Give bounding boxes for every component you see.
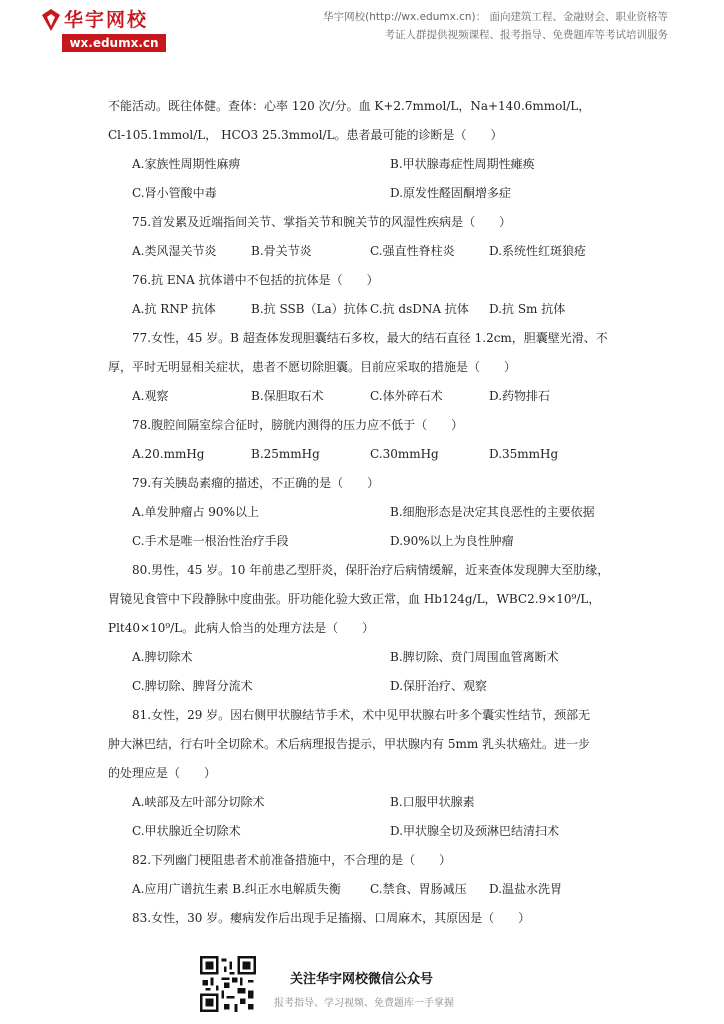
logo-chinese-text: 华宇网校 [64,9,149,31]
option-a: A.脾切除术 [132,650,193,664]
exam-content [108,92,608,933]
question-83-stem: 83.女性，30 岁。瘿病发作后出现手足搐搦、口周麻木，其原因是（ ） [132,911,531,925]
question-82-options [108,875,608,904]
option-d: D.35mmHg [489,447,559,461]
question-79-stem: 79.有关胰岛素瘤的描述，不正确的是（ ） [132,476,380,490]
question-77-stem-line-2: 厚，平时无明显相关症状，患者不愿切除胆囊。目前应采取的措施是（ ） [108,360,517,374]
option-d: D.甲状腺全切及颈淋巴结清扫术 [390,824,560,838]
question-79-options-row-1 [108,498,608,527]
question-77-options [108,382,608,411]
question-80-options-row-1 [108,643,608,672]
question-78-stem: 78.腹腔间隔室综合征时，膀胱内测得的压力应不低于（ ） [132,418,464,432]
question-74-stem-line-1: 不能活动。既往体健。查体：心率 120 次/分。血 K+2.7mmol/L，Na+140.6mmol/L， [108,99,591,113]
question-78-options [108,440,608,469]
option-a: A.20.mmHg [132,447,205,461]
option-c: C.强直性脊柱炎 [370,244,455,258]
footer-title: 关注华宇网校微信公众号 [290,972,434,987]
qr-code-icon [200,956,256,1012]
option-b: B.甲状腺毒症性周期性瘫痪 [390,157,535,171]
option-b: B.保胆取石术 [251,389,324,403]
option-c: C.体外碎石术 [370,389,443,403]
question-81-options-row-1 [108,788,608,817]
option-a: A.单发肿瘤占 90%以上 [132,505,259,519]
question-77-stem-line-1: 77.女性，45 岁。B 超查体发现胆囊结石多枚，最大的结石直径 1.2cm，胆囊壁光滑、不 [132,331,608,345]
question-80-stem-line-1: 80.男性，45 岁。10 年前患乙型肝炎，保肝治疗后病情缓解，近来查体发现脾大至肋缘， [132,563,610,577]
header-intro-line-1: 华宇网校(http://wx.edumx.cn)： 面向建筑工程、金融财会、职业资格等 [323,11,668,23]
question-82-stem: 82.下列幽门梗阻患者术前准备措施中，不合理的是（ ） [132,853,452,867]
logo-url-text: wx.edumx.cn [62,34,166,52]
header-intro-line-2: 考证人群提供视频课程、报考指导、免费题库等考试培训服务 [384,29,668,41]
option-b: B.25mmHg [251,447,320,461]
question-79-options-row-2 [108,527,608,556]
option-b: B.骨关节炎 [251,244,312,258]
option-d: D.90%以上为良性肿瘤 [390,534,514,548]
option-c: C.30mmHg [370,447,439,461]
option-a: A.峡部及左叶部分切除术 [132,795,265,809]
question-75-options [108,237,608,266]
option-c: C.脾切除、脾肾分流术 [132,679,253,693]
option-a: A.抗 RNP 抗体 [132,302,216,316]
question-81-stem-line-2: 肿大淋巴结，行右叶全切除术。术后病理报告提示，甲状腺内有 5mm 乳头状癌灶。进一步 [108,737,591,751]
option-b: B.细胞形态是决定其良恶性的主要依据 [390,505,595,519]
question-74-options-row-2 [108,179,608,208]
option-d: D.保肝治疗、观察 [390,679,488,693]
option-c: C.禁食、胃肠减压 [370,882,467,896]
option-c: C.手术是唯一根治性治疗手段 [132,534,289,548]
question-80-stem-line-2: 胃镜见食管中下段静脉中度曲张。肝功能化验大致正常，血 Hb124g/L，WBC2.9×10⁹/L， [108,592,601,606]
footer-subtitle: 报考指导、学习视频、免费题库一手掌握 [274,998,454,1009]
question-74-stem-line-2: Cl-105.1mmol/L， HCO3 25.3mmol/L。患者最可能的诊断是（ ） [108,128,503,142]
question-80-options-row-2 [108,672,608,701]
option-b: B.抗 SSB（La）抗体 [251,302,368,316]
page-header [0,0,724,62]
question-81-stem-line-3: 的处理应是（ ） [108,766,217,780]
question-81-stem-line-1: 81.女性，29 岁。因右侧甲状腺结节手术，术中见甲状腺右叶多个囊实性结节，颈部无 [132,708,591,722]
option-d: D.抗 Sm 抗体 [489,302,566,316]
question-80-stem-line-3: Plt40×10⁹/L。此病人恰当的处理方法是（ ） [108,621,375,635]
question-74-options-row-1 [108,150,608,179]
brand-logo[interactable] [40,8,170,52]
option-b: B.口服甲状腺素 [390,795,475,809]
option-c: C.甲状腺近全切除术 [132,824,241,838]
option-a: A.家族性周期性麻痹 [132,157,241,171]
option-a-b: A.应用广谱抗生素 B.纠正水电解质失衡 [132,882,341,896]
page-footer [200,956,500,1016]
question-76-stem: 76.抗 ENA 抗体谱中不包括的抗体是（ ） [132,273,379,287]
question-76-options [108,295,608,324]
option-d: D.原发性醛固酮增多症 [390,186,512,200]
option-c: C.肾小管酸中毒 [132,186,217,200]
option-b: B.脾切除、贲门周围血管离断术 [390,650,559,664]
pencil-logo-icon [40,8,62,32]
question-81-options-row-2 [108,817,608,846]
header-intro [323,8,668,44]
option-c: C.抗 dsDNA 抗体 [370,302,469,316]
option-d: D.温盐水洗胃 [489,882,563,896]
option-a: A.观察 [132,389,169,403]
option-a: A.类风湿关节炎 [132,244,217,258]
option-d: D.系统性红斑狼疮 [489,244,587,258]
option-d: D.药物排石 [489,389,551,403]
question-75-stem: 75.首发累及近端指间关节、掌指关节和腕关节的风湿性疾病是（ ） [132,215,512,229]
